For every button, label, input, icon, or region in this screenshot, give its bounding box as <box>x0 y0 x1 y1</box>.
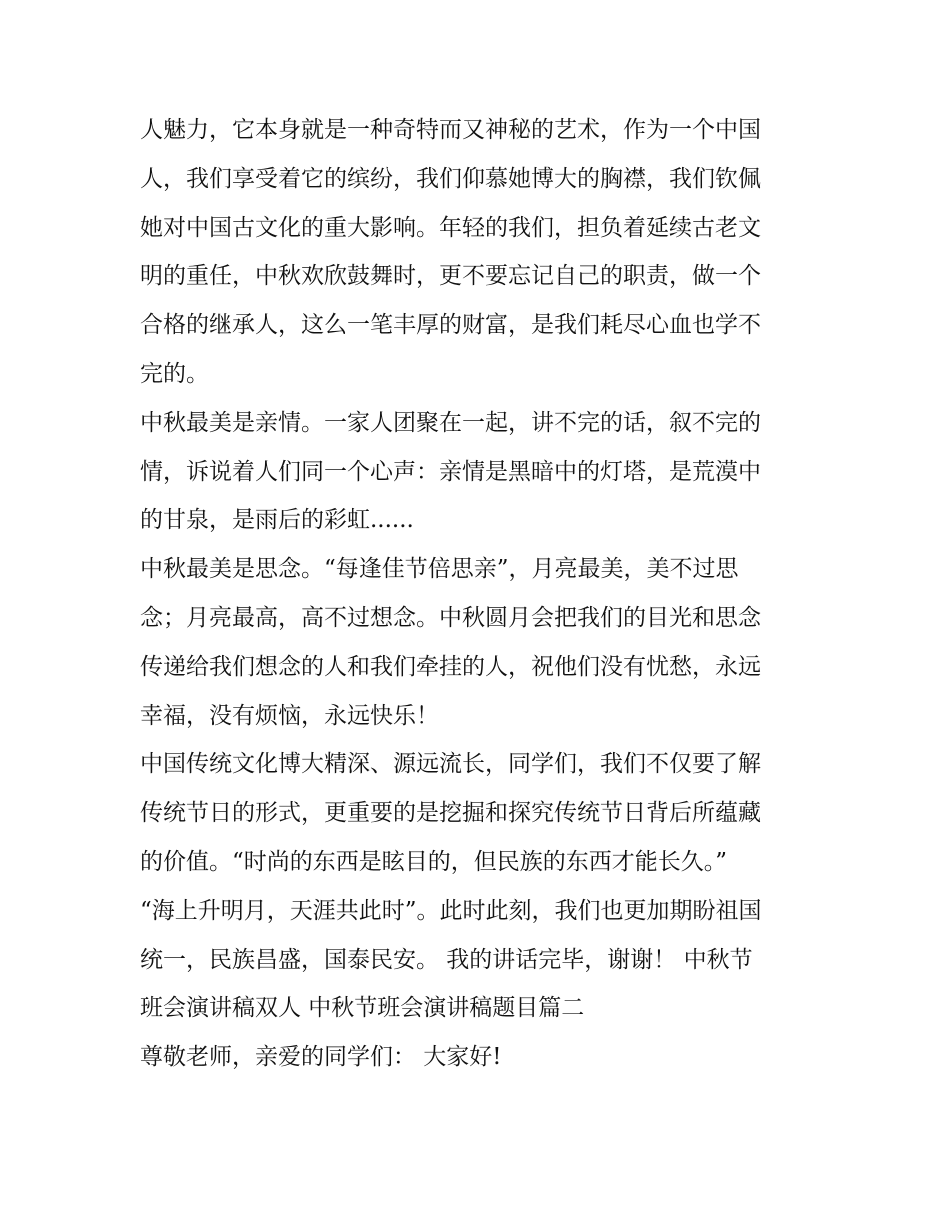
speech-text <box>140 106 820 1082</box>
text-line: 明的重任，中秋欢欣鼓舞时，更不要忘记自己的职责，做一个 <box>140 263 761 290</box>
text-line: 统一，民族昌盛，国泰民安。 我的讲话完毕，谢谢！ 中秋节 <box>140 946 753 973</box>
text-line: 中国传统文化博大精深、源远流长，同学们，我们不仅要了解 <box>140 751 761 778</box>
text-line: 情，诉说着人们同一个心声：亲情是黑暗中的灯塔，是荒漠中 <box>140 458 761 485</box>
text-line: 中秋最美是思念。“每逢佳节倍思亲”，月亮最美，美不过思 <box>140 556 739 583</box>
text-line: 完的。 <box>140 360 209 387</box>
text-line: 传统节日的形式，更重要的是挖掘和探究传统节日背后所蕴藏 <box>140 800 761 827</box>
text-line: 幸福，没有烦恼，永远快乐！ <box>140 702 439 729</box>
text-line: 的甘泉，是雨后的彩虹...... <box>140 507 414 534</box>
text-line: “海上升明月，天涯共此时”。此时此刻，我们也更加期盼祖国 <box>140 897 762 924</box>
text-line: 中秋最美是亲情。一家人团聚在一起，讲不完的话，叙不完的 <box>140 409 761 436</box>
text-line: 人，我们享受着它的缤纷，我们仰慕她博大的胸襟，我们钦佩 <box>140 165 761 192</box>
text-line: 传递给我们想念的人和我们牵挂的人，祝他们没有忧愁，永远 <box>140 653 761 680</box>
text-line: 合格的继承人，这么一笔丰厚的财富，是我们耗尽心血也学不 <box>140 312 761 339</box>
text-line: 念；月亮最高，高不过想念。中秋圆月会把我们的目光和思念 <box>140 604 761 631</box>
text-line: 的价值。“时尚的东西是眩目的，但民族的东西才能长久。” <box>140 848 728 875</box>
text-line: 她对中国古文化的重大影响。年轻的我们，担负着延续古老文 <box>140 214 761 241</box>
text-line: 尊敬老师，亲爱的同学们： 大家好! <box>140 1044 502 1071</box>
text-line: 人魅力，它本身就是一种奇特而又神秘的艺术，作为一个中国 <box>140 117 761 143</box>
text-line: 班会演讲稿双人 中秋节班会演讲稿题目篇二 <box>140 995 585 1022</box>
